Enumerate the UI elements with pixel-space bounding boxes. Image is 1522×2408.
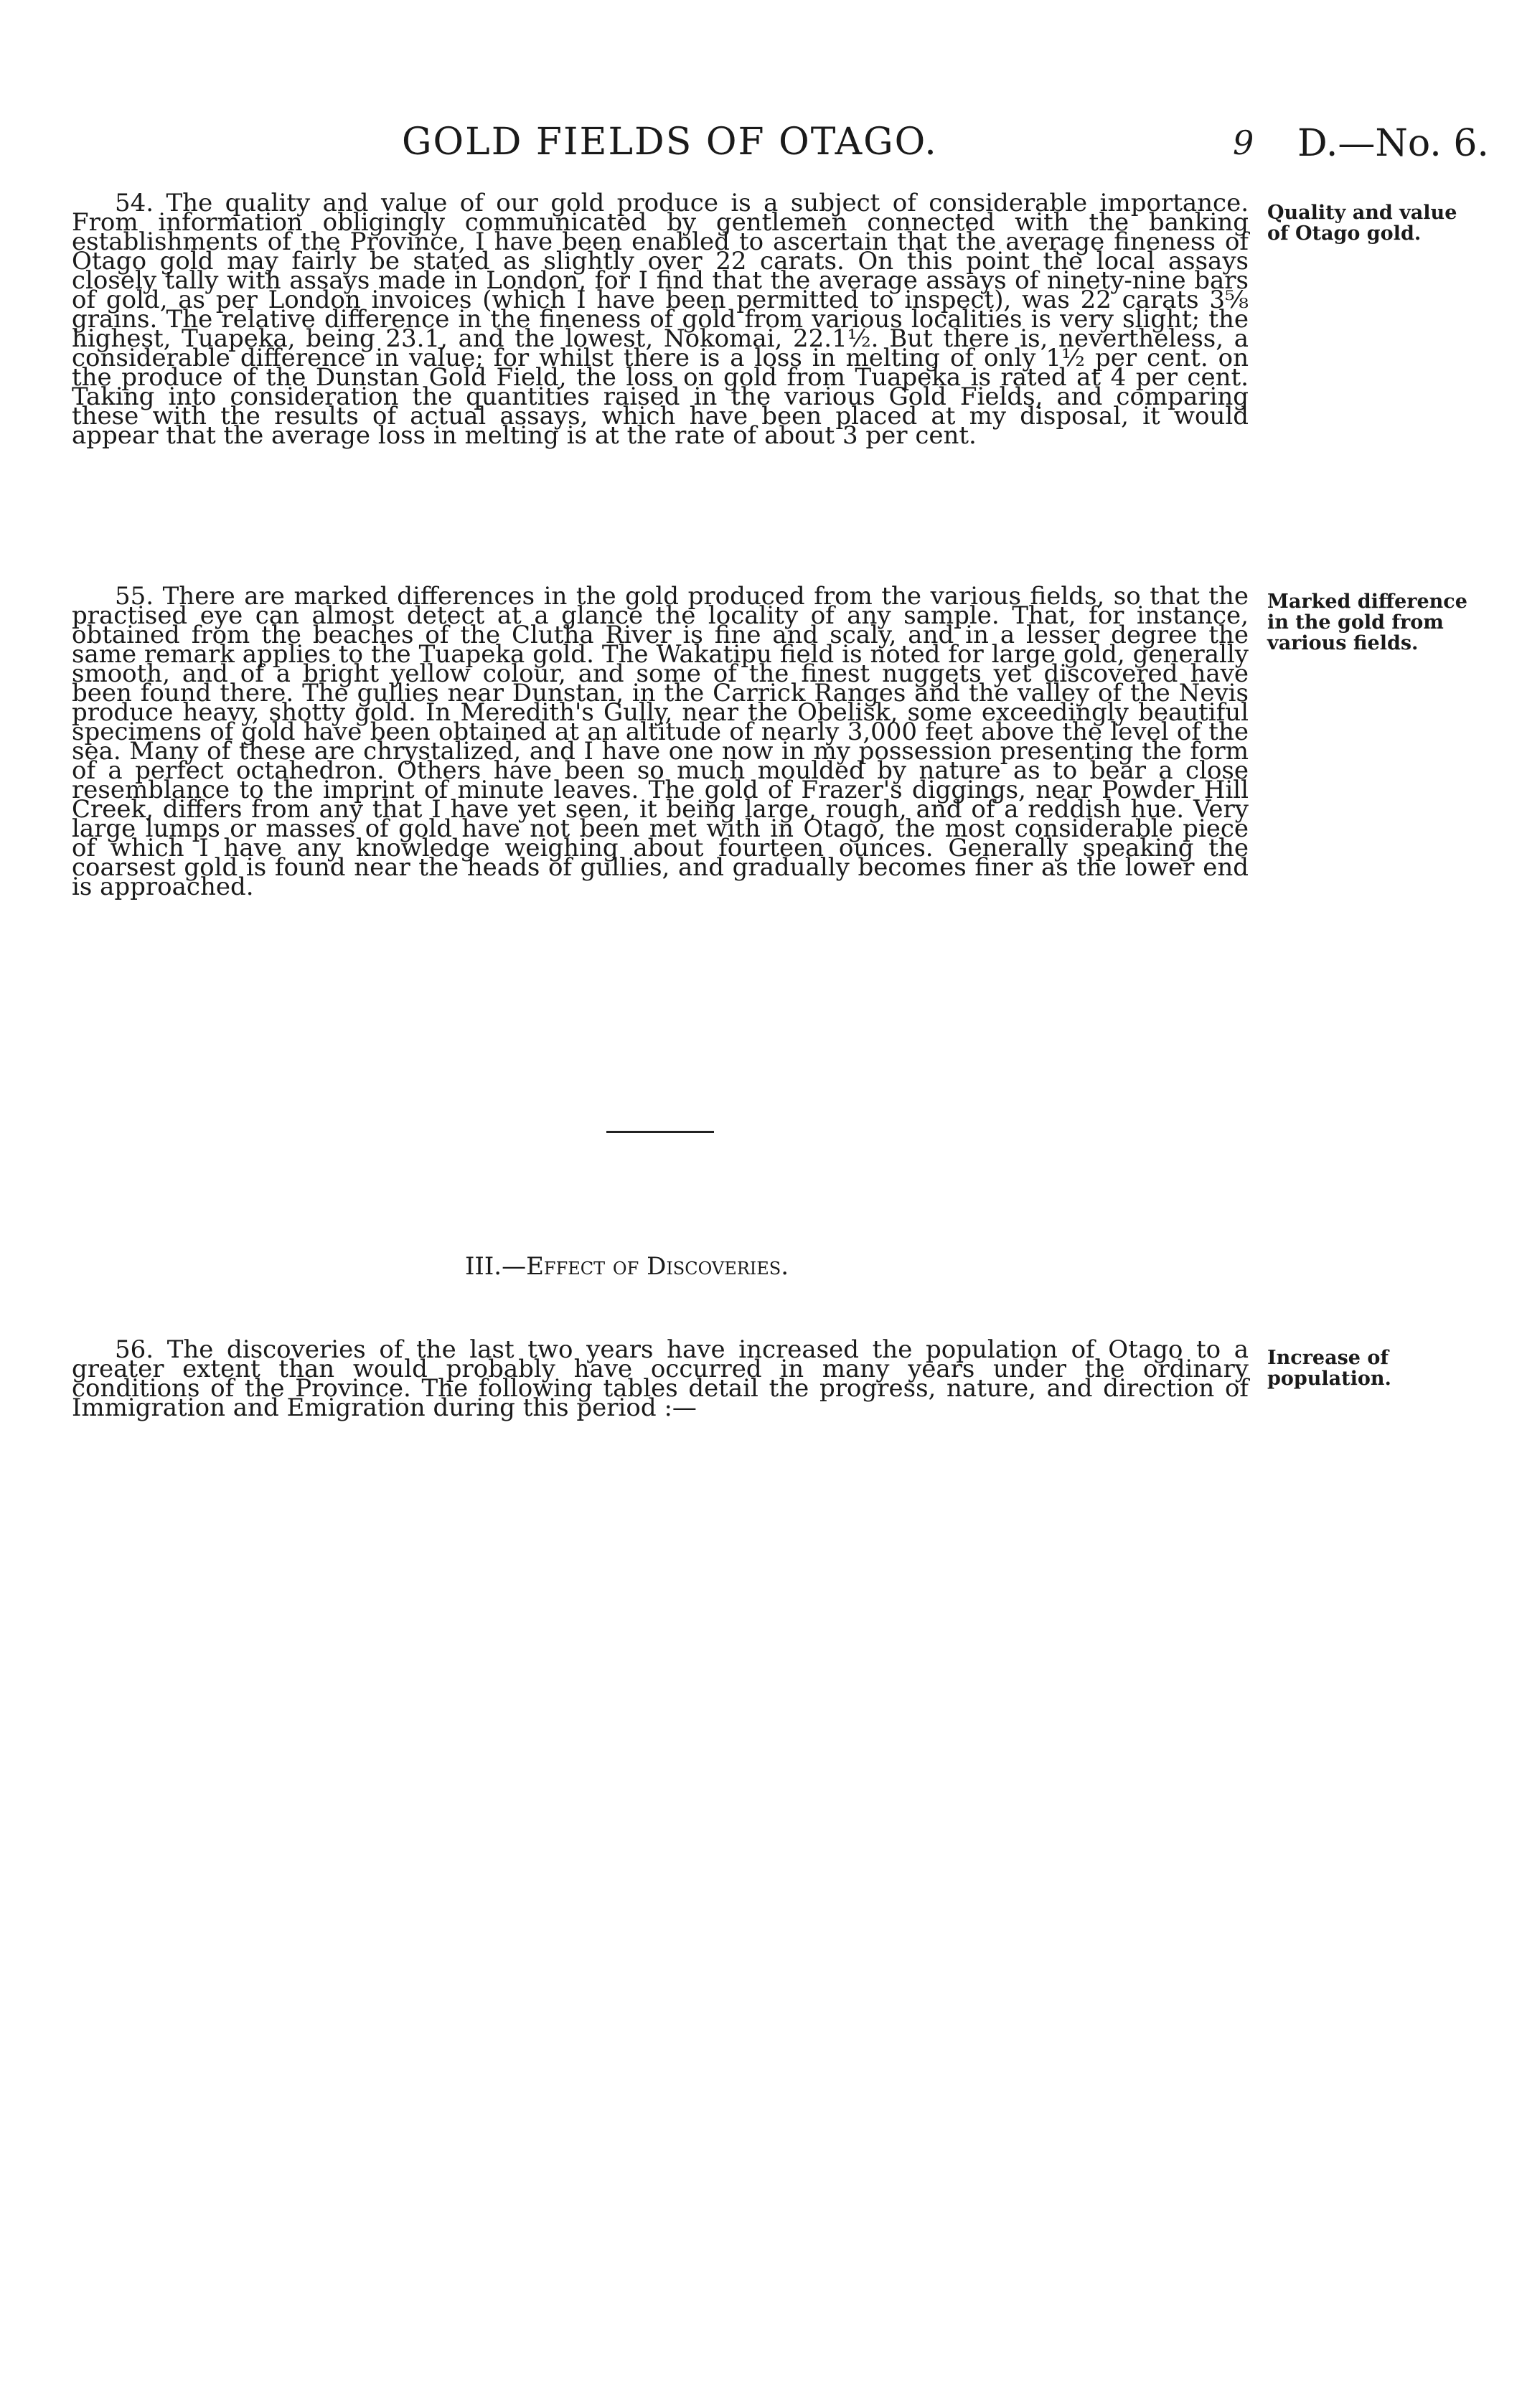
section-title: Effect of Discoveries. [526,1252,789,1281]
sidenote-marked-difference: Marked difference in the gold from various fields. [1267,591,1467,654]
paragraph-54: 54. The quality and value of our gold produce is a subject of considerable importance. From information obligingly communicated by gentlemen connected with the banking establishments of the Province, I have been enabled to ascertain that the average fineness of Otago gold may fairly be stated as slightly over 22 carats. On this point the local assays closely tally with assays made in London, for I find that the average assays of ninety-nine bars of gold, as per London invoices (which I have been permitted to inspect), was 22 carats 3⅝ grains. The relative difference in the fineness of gold from various localities is very slight; the highest, Tuapeka, being 23.1, and the lowest, Nokomai, 22.1½. But there is, nevertheless, a considerable difference in value; for whilst there is a loss in melting of only 1½ per cent. on the produce of the Dunstan Gold Field, the loss on gold from Tuapeka is rated at 4 per cent. Taking into consideration the quantities raised in the various Gold Fields, and comparing these with the results of actual assays, which have been placed at my disposal, it would appear that the average loss in melting is at the rate of about 3 per cent. [72,189,1249,450]
section-numeral: III.— [465,1252,527,1281]
sidenote-quality-value: Quality and value of Otago gold. [1267,202,1457,245]
page-number: 9 [1233,123,1254,162]
paragraph-56: 56. The discoveries of the last two years have increased the population of Otago to a greater extent than would probably have occurred in many years under the ordinary conditions of the Province. The following tables detail the progress, nature, and direction of Immigration and Emigration during this period :— [72,1335,1249,1422]
page-title: GOLD FIELDS OF OTAGO. [402,121,938,164]
paragraph-55: 55. There are marked differences in the gold produced from the various fields, so that the practised eye can almost detect at a glance the locality of any sample. That, for instance, obtained from the beaches of the Clutha River is fine and scaly, and in a lesser degree the same remark applies to the Tuapeka gold. The Wakatipu field is noted for large gold, generally smooth, and of a bright yellow colour, and some of the finest nuggets yet discovered have been found there. The gullies near Dunstan, in the Carrick Ranges and the valley of the Nevis produce heavy, shotty gold. In Meredith's Gully, near the Obelisk, some exceedingly beautiful specimens of gold have been obtained at an altitude of nearly 3,000 feet above the level of the sea. Many of these are chrystalized, and I have one now in my possession presenting the form of a perfect octahedron. Others have been so much moulded by nature as to bear a close resemblance to the imprint of minute leaves. The gold of Frazer's diggings, near Powder Hill Creek, differs from any that I have yet seen, it being large, rough, and of a reddish hue. Very large lumps or masses of gold have not been met with in Otago, the most considerable piece of which I have any knowledge weighing about fourteen ounces. Generally speaking the coarsest gold is found near the heads of gullies, and gradually becomes finer as the lower end is approached. [72,582,1249,901]
sidenote-increase-population: Increase of population. [1267,1347,1391,1390]
section-heading [465,1252,789,1281]
page-header [0,121,1522,178]
document-reference: D.—No. 6. [1297,122,1489,165]
section-divider [606,1131,714,1133]
